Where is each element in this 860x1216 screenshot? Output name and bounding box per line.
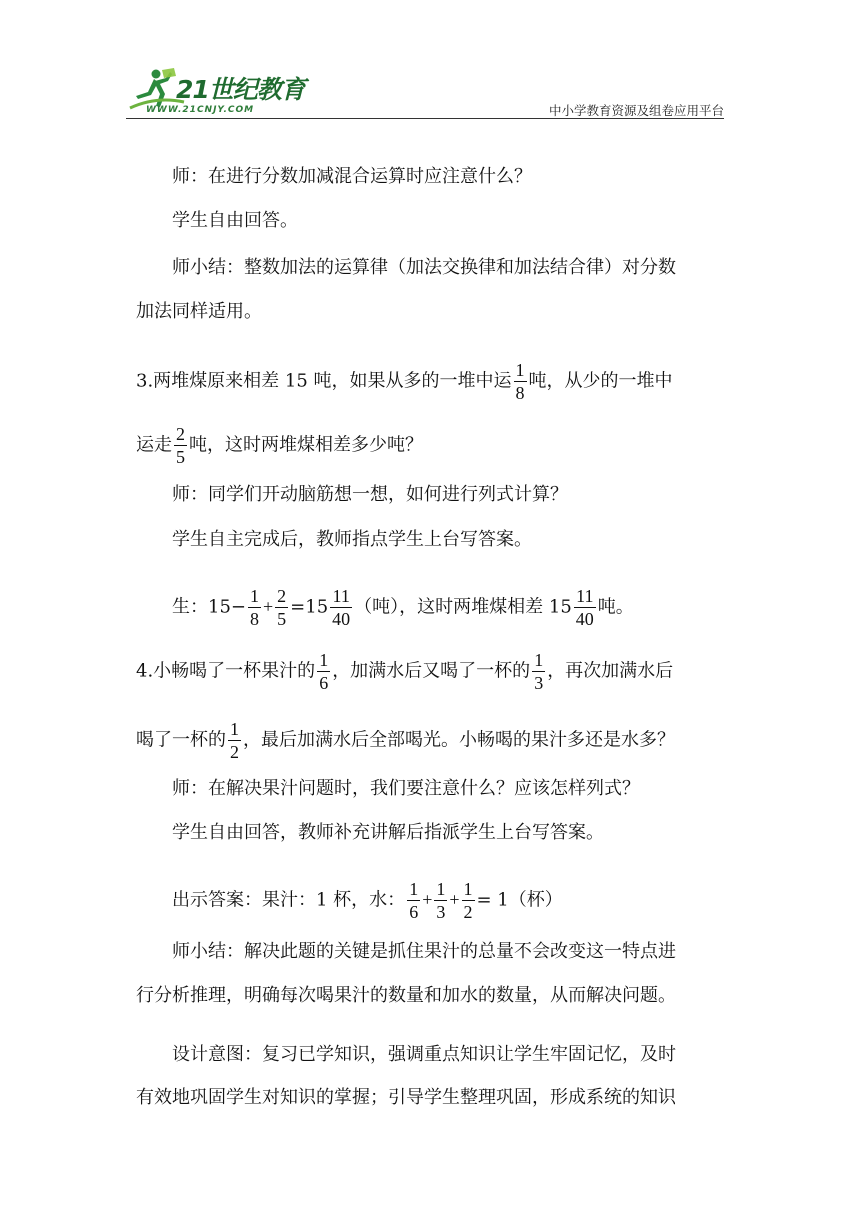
paragraph: 师小结：整数加法的运算律（加法交换律和加法结合律）对分数: [172, 257, 676, 278]
text: 出示答案：果汁：1 杯，水：: [172, 889, 406, 911]
text: 生：15−: [172, 596, 246, 618]
header-divider: [126, 118, 724, 119]
text: = 1（杯）: [476, 889, 563, 911]
paragraph: 有效地巩固学生对知识的掌握；引导学生整理巩固，形成系统的知识: [136, 1087, 676, 1108]
fraction: $\frac{2}{5}$: [277, 586, 287, 629]
fraction: $\frac{1}{6}$: [319, 650, 329, 693]
fraction: $\frac{1}{3}$: [534, 650, 544, 693]
paragraph: 师：在进行分数加减混合运算时应注意什么？: [172, 166, 532, 187]
text: 喝了一杯的: [136, 729, 226, 751]
text: 3.两堆煤原来相差 15 吨，如果从多的一堆中运: [136, 370, 512, 392]
text: =15: [290, 596, 329, 618]
paragraph: 设计意图：复习已学知识，强调重点知识让学生牢固记忆，及时: [172, 1044, 676, 1065]
logo-url: WWW.21CNJY.COM: [146, 105, 255, 115]
page-header: [0, 0, 860, 130]
operator: +: [449, 889, 460, 910]
site-logo: [126, 66, 305, 118]
paragraph: 师：同学们开动脑筋想一想，如何进行列式计算？: [172, 484, 568, 505]
fraction: $\frac{1}{8}$: [515, 360, 525, 403]
fraction: $\frac{1}{6}$: [409, 879, 419, 922]
text: （吨），这时两堆煤相差 15: [354, 596, 572, 618]
answer-3: [172, 586, 732, 629]
operator: +: [422, 889, 433, 910]
text: 4.小畅喝了一杯果汁的: [136, 660, 316, 682]
paragraph: 学生自由回答。: [172, 210, 298, 231]
question-4-line-2: [136, 719, 736, 762]
answer-4: [172, 879, 732, 922]
question-4-line-1: [136, 650, 736, 693]
paragraph: 加法同样适用。: [136, 301, 262, 322]
fraction: $\frac{1}{8}$: [250, 586, 259, 629]
question-3-line-2: [136, 424, 736, 467]
fraction: $\frac{11}{40}$: [332, 586, 351, 629]
text: ，最后加满水后全部喝光。小畅喝的果汁多还是水多？: [243, 729, 675, 751]
paragraph: 学生自主完成后，教师指点学生上台写答案。: [172, 529, 532, 550]
fraction: $\frac{1}{3}$: [436, 879, 446, 922]
text: 吨，从少的一堆中: [528, 370, 673, 392]
fraction: $\frac{11}{40}$: [575, 586, 594, 629]
text: ，再次加满水后: [547, 660, 674, 682]
paragraph: 师小结：解决此题的关键是抓住果汁的总量不会改变这一特点进: [172, 941, 676, 962]
logo-text: 21世纪教育: [176, 75, 305, 104]
text: 运走: [136, 434, 172, 456]
operator: +: [263, 596, 274, 617]
text: 吨，这时两堆煤相差多少吨？: [189, 434, 423, 456]
paragraph: 师：在解决果汁问题时，我们要注意什么？应该怎样列式？: [172, 778, 640, 799]
fraction: $\frac{1}{2}$: [230, 719, 239, 762]
site-name: 中小学教育资源及组卷应用平台: [548, 103, 724, 118]
text: ，加满水后又喝了一杯的: [332, 660, 531, 682]
paragraph: 行分析推理，明确每次喝果汁的数量和加水的数量，从而解决问题。: [136, 985, 676, 1006]
fraction: $\frac{1}{2}$: [463, 879, 473, 922]
question-3-line-1: [136, 360, 736, 403]
paragraph: 学生自由回答，教师补充讲解后指派学生上台写答案。: [172, 822, 604, 843]
fraction: $\frac{2}{5}$: [176, 424, 185, 467]
text: 吨。: [597, 596, 634, 618]
